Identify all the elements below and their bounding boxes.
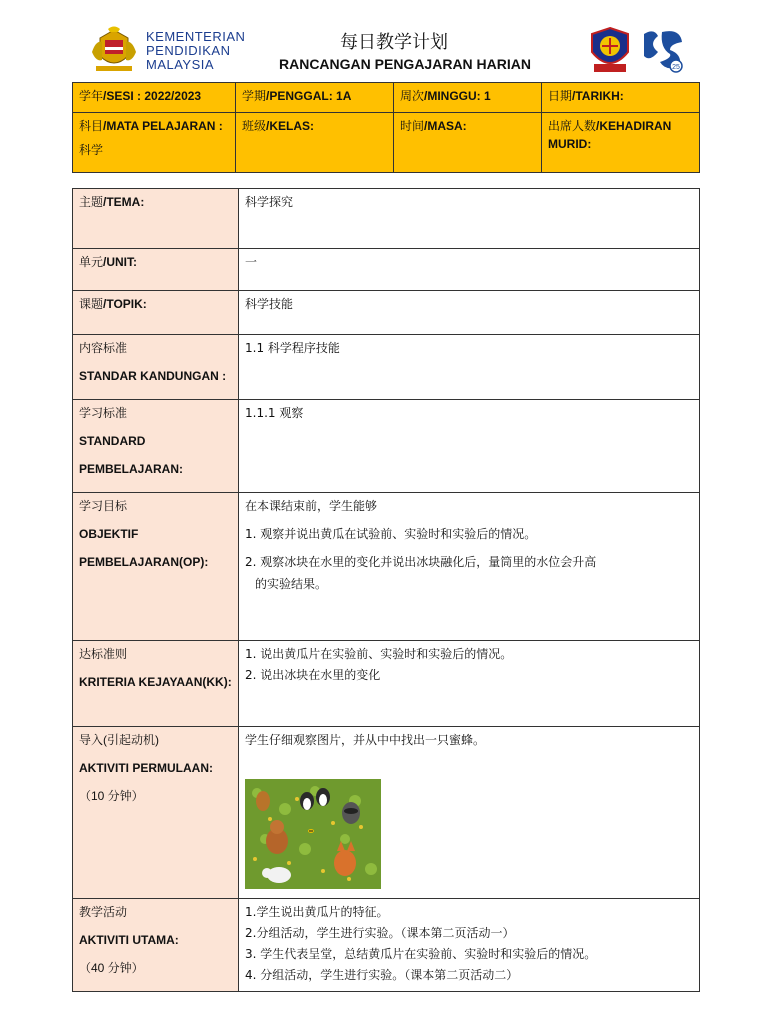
unit-label: 单元/UNIT: bbox=[73, 249, 239, 291]
learning-standard-label: 学习标准 STANDARD PEMBELAJARAN: bbox=[73, 400, 239, 493]
objective-item-2: 2. 观察冰块在水里的变化并说出冰块融化后，量筒里的水位会升高 bbox=[245, 555, 597, 569]
objectives-row bbox=[73, 493, 700, 641]
ministry-line-3: MALAYSIA bbox=[146, 57, 215, 72]
svg-text:25: 25 bbox=[672, 64, 680, 71]
learning-standard-value: 1.1.1 观察 bbox=[239, 400, 700, 493]
lesson-info-table bbox=[72, 82, 700, 173]
term-cell: 学期/PENGGAL: 1A bbox=[236, 83, 394, 113]
activity-item-2: 2.分组活动，学生进行实验。（课本第二页活动一） bbox=[245, 926, 515, 940]
activity-item-4: 4. 分组活动，学生进行实验。（课本第二页活动二） bbox=[245, 968, 519, 982]
subject-value: 科学 bbox=[79, 143, 104, 157]
induction-text: 学生仔细观察图片，并从中中找出一只蜜蜂。 bbox=[245, 733, 486, 747]
year-cell: 学年/SESI : 2022/2023 bbox=[73, 83, 236, 113]
objectives-value bbox=[239, 493, 700, 641]
induction-row bbox=[73, 727, 700, 899]
attendance-cell: 出席人数/KEHADIRAN MURID: bbox=[542, 113, 700, 173]
department-logo bbox=[640, 26, 686, 74]
theme-label: 主题/TEMA: bbox=[73, 189, 239, 249]
time-cell: 时间/MASA: bbox=[394, 113, 542, 173]
objectives-intro: 在本课结束前，学生能够 bbox=[245, 499, 378, 513]
info-row-1 bbox=[73, 83, 700, 113]
criteria-item-2: 2. 说出冰块在水里的变化 bbox=[245, 668, 381, 682]
objective-item-1: 1. 观察并说出黄瓜在试验前、实验时和实验后的情况。 bbox=[245, 527, 537, 541]
theme-value: 科学探究 bbox=[239, 189, 700, 249]
main-activity-row bbox=[73, 899, 700, 992]
info-row-2 bbox=[73, 113, 700, 173]
induction-label: 导入(引起动机) AKTIVITI PERMULAAN: （10 分钟） bbox=[73, 727, 239, 899]
activity-item-1: 1.学生说出黄瓜片的特征。 bbox=[245, 905, 389, 919]
main-activity-label: 教学活动 AKTIVITI UTAMA: （40 分钟） bbox=[73, 899, 239, 992]
page-title-chinese: 每日教学计划 bbox=[340, 32, 448, 53]
lesson-plan-table bbox=[72, 188, 700, 992]
topic-label: 课题/TOPIK: bbox=[73, 291, 239, 335]
induction-value bbox=[239, 727, 700, 899]
criteria-label: 达标准则 KRITERIA KEJAYAAN(KK): bbox=[73, 641, 239, 727]
ministry-line-1: KEMENTERIAN bbox=[146, 29, 246, 44]
unit-value: 一 bbox=[239, 249, 700, 291]
learning-standard-row bbox=[73, 400, 700, 493]
theme-row bbox=[73, 189, 700, 249]
class-cell: 班级/KELAS: bbox=[236, 113, 394, 173]
main-activity-value bbox=[239, 899, 700, 992]
state-crest-logo bbox=[588, 26, 632, 76]
criteria-value bbox=[239, 641, 700, 727]
page-title-malay: RANCANGAN PENGAJARAN HARIAN bbox=[278, 56, 531, 72]
content-standard-row bbox=[73, 335, 700, 400]
objectives-label: 学习目标 OBJEKTIF PEMBELAJARAN(OP): bbox=[73, 493, 239, 641]
objective-item-2-cont: 的实验结果。 bbox=[255, 577, 328, 591]
page-header bbox=[0, 0, 768, 80]
topic-row bbox=[73, 291, 700, 335]
week-cell: 周次/MINGGU: 1 bbox=[394, 83, 542, 113]
activity-item-3: 3. 学生代表呈堂，总结黄瓜片在实验前、实验时和实验后的情况。 bbox=[245, 947, 597, 961]
content-standard-value: 1.1 科学程序技能 bbox=[239, 335, 700, 400]
content-standard-label: 内容标准 STANDAR KANDUNGAN : bbox=[73, 335, 239, 400]
criteria-row bbox=[73, 641, 700, 727]
subject-cell: 科目/MATA PELAJARAN : 科学 bbox=[73, 113, 236, 173]
date-cell: 日期/TARIKH: bbox=[542, 83, 700, 113]
find-the-bee-picture bbox=[245, 779, 381, 889]
topic-value: 科学技能 bbox=[239, 291, 700, 335]
unit-row bbox=[73, 249, 700, 291]
ministry-line-2: PENDIDIKAN bbox=[146, 43, 231, 58]
criteria-item-1: 1. 说出黄瓜片在实验前、实验时和实验后的情况。 bbox=[245, 647, 513, 661]
